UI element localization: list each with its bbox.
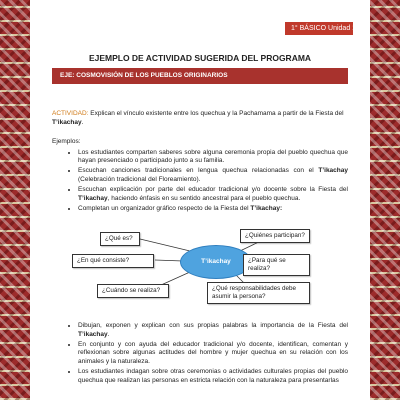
left-decorative-border bbox=[0, 0, 30, 400]
list-item-bold: T’ikachay bbox=[318, 167, 348, 175]
activity-end: . bbox=[81, 118, 84, 126]
page-title: EJEMPLO DE ACTIVIDAD SUGERIDA DEL PROGRAMA bbox=[88, 53, 312, 63]
list-item bbox=[78, 205, 348, 214]
list-item bbox=[78, 149, 348, 166]
activity-statement bbox=[52, 110, 348, 127]
activity-text: Explican el vínculo existente entre los quechua y la Pachamama a partir de la Fiesta del bbox=[88, 110, 344, 117]
list-item bbox=[78, 322, 348, 339]
organizer-center: T’ikachay bbox=[180, 245, 252, 279]
list-item-text: En conjunto y con ayuda del educador tradicional y/o docente, identifican, comentan y reflexionan sobre algunas actitudes del hombre y mujer quechua en su relación con los animales y la naturaleza. bbox=[78, 340, 348, 365]
list-item-bold: T’ikachay bbox=[78, 194, 108, 202]
list-item-text: Completan un organizador gráfico respecto de la Fiesta del bbox=[78, 204, 251, 212]
examples-label: Ejemplos: bbox=[52, 138, 81, 145]
examples-list-2 bbox=[52, 322, 348, 385]
question-box: ¿En qué consiste? bbox=[72, 254, 154, 268]
list-item-text: Dibujan, exponen y explican con sus propias palabras la importancia de la Fiesta del bbox=[78, 322, 348, 329]
axis-banner: EJE: COSMOVISIÓN DE LOS PUEBLOS ORIGINARIOS bbox=[52, 68, 348, 84]
list-item-text: Escuchan canciones tradicionales en lengua quechua relacionadas con el bbox=[78, 167, 319, 175]
right-decorative-border bbox=[370, 0, 400, 400]
list-item bbox=[78, 368, 348, 385]
question-box: ¿Qué es? bbox=[100, 232, 140, 246]
list-item bbox=[78, 341, 348, 367]
examples-list-1 bbox=[52, 149, 348, 214]
activity-label: ACTIVIDAD: bbox=[52, 110, 89, 117]
list-item-bold: T’ikachay bbox=[78, 330, 108, 338]
examples-section bbox=[52, 138, 348, 215]
question-box: ¿Cuándo se realiza? bbox=[97, 284, 169, 298]
list-item-text: Los estudiantes indagan sobre otras ceremonias o actividades culturales propias del pueblo quechua que realizan las personas en estricta relación con la naturaleza para presentarlas bbox=[78, 367, 348, 384]
grade-unit-badge: 1° BÁSICO Unidad 1 bbox=[285, 22, 353, 35]
list-item-text: , haciendo énfasis en su sentido ancestral para el pueblo quechua. bbox=[107, 194, 301, 202]
list-item bbox=[78, 167, 348, 184]
examples-list-2-section bbox=[52, 322, 348, 387]
list-item-text: (Celebración tradicional del Floreamiento). bbox=[78, 175, 201, 183]
question-box: ¿Qué responsabilidades debe asumir la persona? bbox=[207, 282, 310, 304]
activity-bold: T’ikachay bbox=[52, 118, 82, 126]
list-item bbox=[78, 186, 348, 203]
list-item-text: Los estudiantes comparten saberes sobre alguna ceremonia propia del pueblo quechua que hayan presenciado o participado junto a su familia. bbox=[78, 148, 348, 165]
question-box: ¿Quiénes participan? bbox=[240, 229, 310, 243]
question-box: ¿Para qué se realiza? bbox=[243, 254, 310, 276]
graphic-organizer bbox=[77, 227, 310, 309]
list-item-text: Escuchan explicación por parte del educador tradicional y/o docente sobre la Fiesta del bbox=[78, 185, 348, 193]
list-item-text: . bbox=[107, 330, 110, 338]
list-item-bold: T’ikachay: bbox=[250, 204, 283, 212]
